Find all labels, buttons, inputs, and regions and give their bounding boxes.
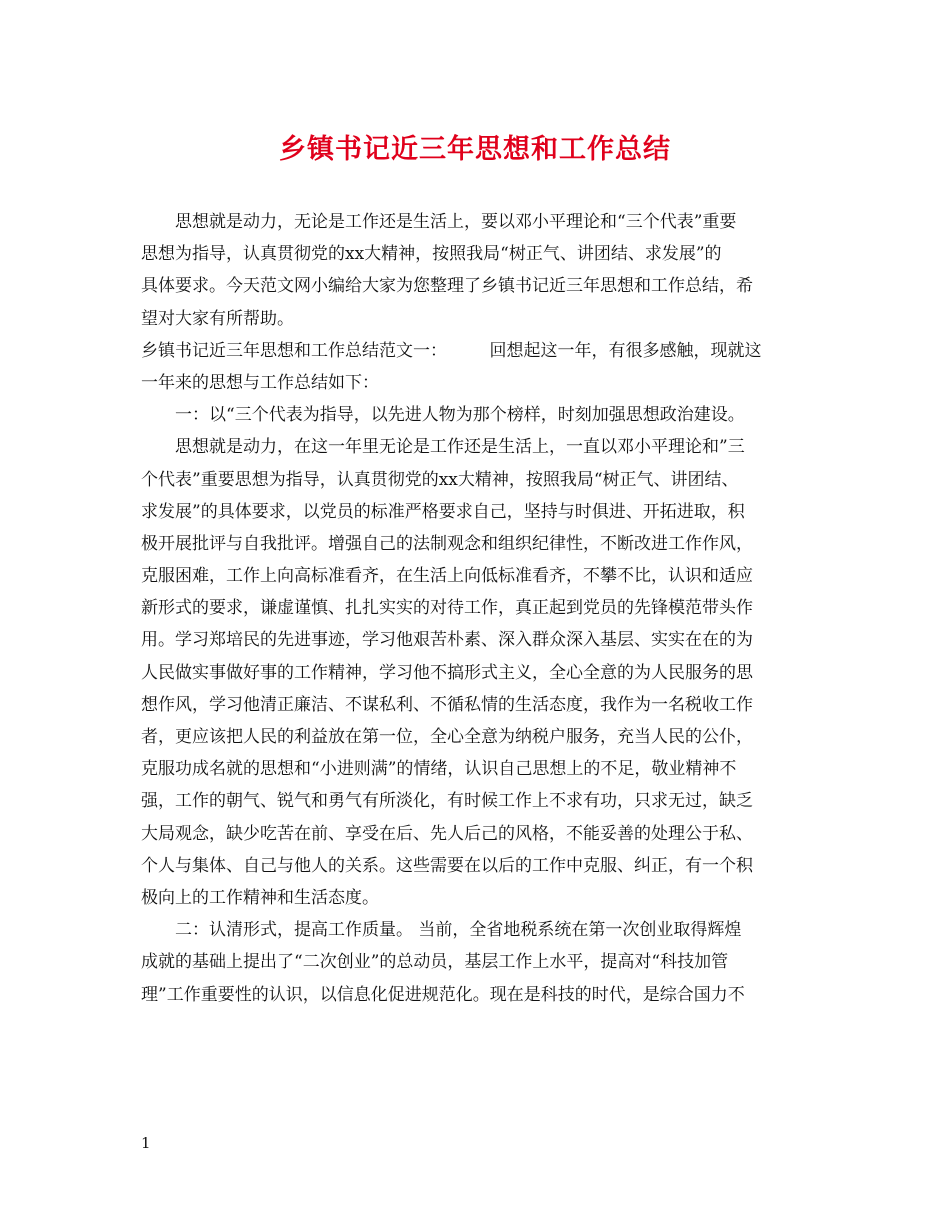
text-line: 克服困难，工作上向高标准看齐，在生活上向低标准看齐，不攀不比，认识和适应 xyxy=(141,566,753,587)
text-line: 一：以“三个代表为指导，以先进人物为那个榜样，时刻加强思想政治建设。 xyxy=(175,405,745,426)
text-line: 强，工作的朝气、锐气和勇气有所淡化，有时候工作上不求有功，只求无过，缺乏 xyxy=(141,791,753,812)
text-line: 思想就是动力，在这一年里无论是工作还是生活上，一直以邓小平理论和”三 xyxy=(175,437,745,458)
text-line: 理”工作重要性的认识，以信息化促进规范化。现在是科技的时代，是综合国力不 xyxy=(141,984,745,1005)
text-line: 想作风，学习他清正廉洁、不谋私利、不循私情的生活态度，我作为一名税收工作 xyxy=(141,694,753,715)
text-line: 乡镇书记近三年思想和工作总结范文一： 回想起这一年，有很多感触，现就这 xyxy=(141,340,762,361)
text-line: 求发展”的具体要求，以党员的标准严格要求自己，坚持与时俱进、开拓进取，积 xyxy=(141,501,745,522)
document-body xyxy=(141,206,813,1011)
text-line: 具体要求。今天范文网小编给大家为您整理了乡镇书记近三年思想和工作总结，希 xyxy=(141,276,753,297)
text-line: 望对大家有所帮助。 xyxy=(141,308,294,329)
text-line: 克服功成名就的思想和“小进则满”的情绪，认识自己思想上的不足，敬业精神不 xyxy=(141,759,737,780)
text-line: 个人与集体、自己与他人的关系。这些需要在以后的工作中克服、纠正，有一个积 xyxy=(141,855,753,876)
text-line: 个代表”重要思想为指导，认真贯彻党的xx大精神，按照我局“树正气、讲团结、 xyxy=(141,469,739,490)
text-line: 思想为指导，认真贯彻党的xx大精神，按照我局“树正气、讲团结、求发展”的 xyxy=(141,244,722,265)
text-line: 一年来的思想与工作总结如下： xyxy=(141,372,379,393)
text-line: 极开展批评与自我批评。增强自己的法制观念和组织纪律性，不断改进工作作风， xyxy=(141,533,753,554)
text-line: 成就的基础上提出了“二次创业”的总动员，基层工作上水平，提高对“科技加管 xyxy=(141,952,729,973)
document-title: 乡镇书记近三年思想和工作总结 xyxy=(279,134,671,165)
text-line: 人民做实事做好事的工作精神，学习他不搞形式主义，全心全意的为人民服务的思 xyxy=(141,662,753,683)
text-line: 极向上的工作精神和生活态度。 xyxy=(141,887,379,908)
page-number: 1 xyxy=(141,1134,151,1152)
text-line: 大局观念，缺少吃苦在前、享受在后、先人后己的风格，不能妥善的处理公于私、 xyxy=(141,823,753,844)
text-line: 新形式的要求，谦虚谨慎、扎扎实实的对待工作，真正起到党员的先锋模范带头作 xyxy=(141,598,753,619)
text-line: 用。学习郑培民的先进事迹，学习他艰苦朴素、深入群众深入基层、实实在在的为 xyxy=(141,630,753,651)
text-line: 思想就是动力，无论是工作还是生活上，要以邓小平理论和“三个代表”重要 xyxy=(175,212,737,232)
text-line: 二：认清形式，提高工作质量。 当前，全省地税系统在第一次创业取得辉煌 xyxy=(175,920,742,941)
text-line: 者，更应该把人民的利益放在第一位，全心全意为纳税户服务，充当人民的公仆， xyxy=(141,727,753,747)
